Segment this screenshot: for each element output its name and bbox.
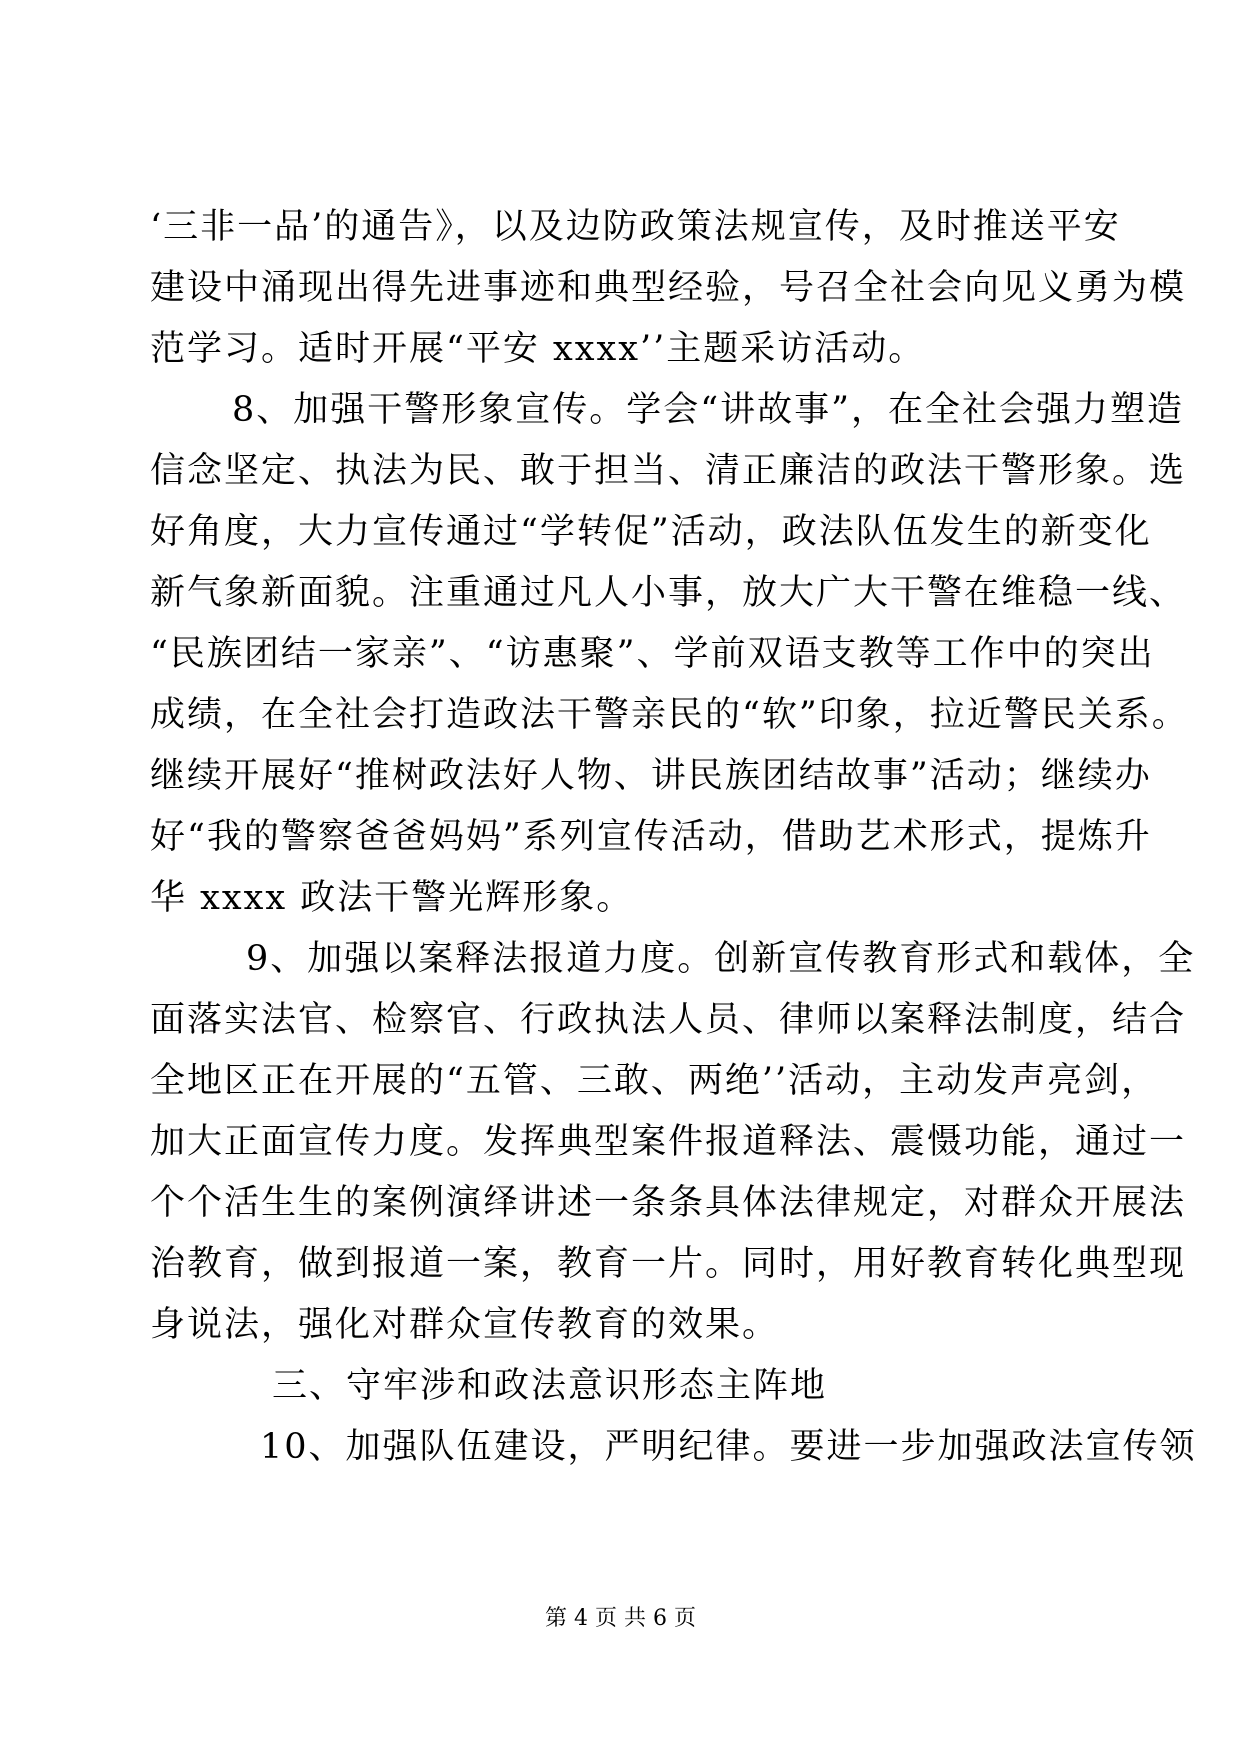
text-line: 新气象新面貌。注重通过凡人小事，放大广大干警在维稳一线、 — [150, 573, 1187, 613]
text-line: 面落实法官、检察官、行政执法人员、律师以案释法制度，结合 — [150, 1000, 1187, 1040]
paragraph-9-start: 9、加强以案释法报道力度。创新宣传教育形式和载体，全 — [246, 939, 1196, 979]
page-number-footer: 第 4 页 共 6 页 — [545, 1606, 696, 1631]
text-line: 个个活生生的案例演绎讲述一条条具体法律规定，对群众开展法 — [150, 1183, 1187, 1223]
text-line: 全地区正在开展的“五管、三敢、两绝’’活动，主动发声亮剑， — [150, 1061, 1159, 1101]
text-line: 治教育，做到报道一案，教育一片。同时，用好教育转化典型现 — [150, 1244, 1187, 1284]
text-line: 成绩，在全社会打造政法干警亲民的“软”印象，拉近警民关系。 — [150, 695, 1189, 735]
section-heading: 三、守牢涉和政法意识形态主阵地 — [272, 1366, 828, 1406]
paragraph-8-start: 8、加强干警形象宣传。学会“讲故事”，在全社会强力塑造 — [232, 390, 1185, 430]
text-line: 好“我的警察爸爸妈妈”系列宣传活动，借助艺术形式，提炼升 — [150, 817, 1152, 857]
text-line: 继续开展好“推树政法好人物、讲民族团结故事”活动；继续办 — [150, 756, 1152, 796]
text-line: “民族团结一家亲”、“访惠聚”、学前双语支教等工作中的突出 — [150, 634, 1155, 674]
text-line: 华 xxxx 政法干警光辉形象。 — [150, 878, 634, 918]
text-line: 信念坚定、执法为民、敢于担当、清正廉洁的政法干警形象。选 — [150, 451, 1187, 491]
text-line: 范学习。适时开展“平安 xxxx’’主题采访活动。 — [150, 329, 926, 369]
text-line: ‘三非一品’的通告》，以及边防政策法规宣传，及时推送平安 — [150, 207, 1121, 247]
paragraph-10-start: 10、加强队伍建设，严明纪律。要进一步加强政法宣传领 — [260, 1427, 1197, 1467]
text-line: 身说法，强化对群众宣传教育的效果。 — [150, 1305, 780, 1345]
text-line: 加大正面宣传力度。发挥典型案件报道释法、震慑功能，通过一 — [150, 1122, 1187, 1162]
text-line: 建设中涌现出得先进事迹和典型经验，号召全社会向见义勇为模 — [150, 268, 1187, 308]
text-line: 好角度，大力宣传通过“学转促”活动，政法队伍发生的新变化 — [150, 512, 1152, 552]
